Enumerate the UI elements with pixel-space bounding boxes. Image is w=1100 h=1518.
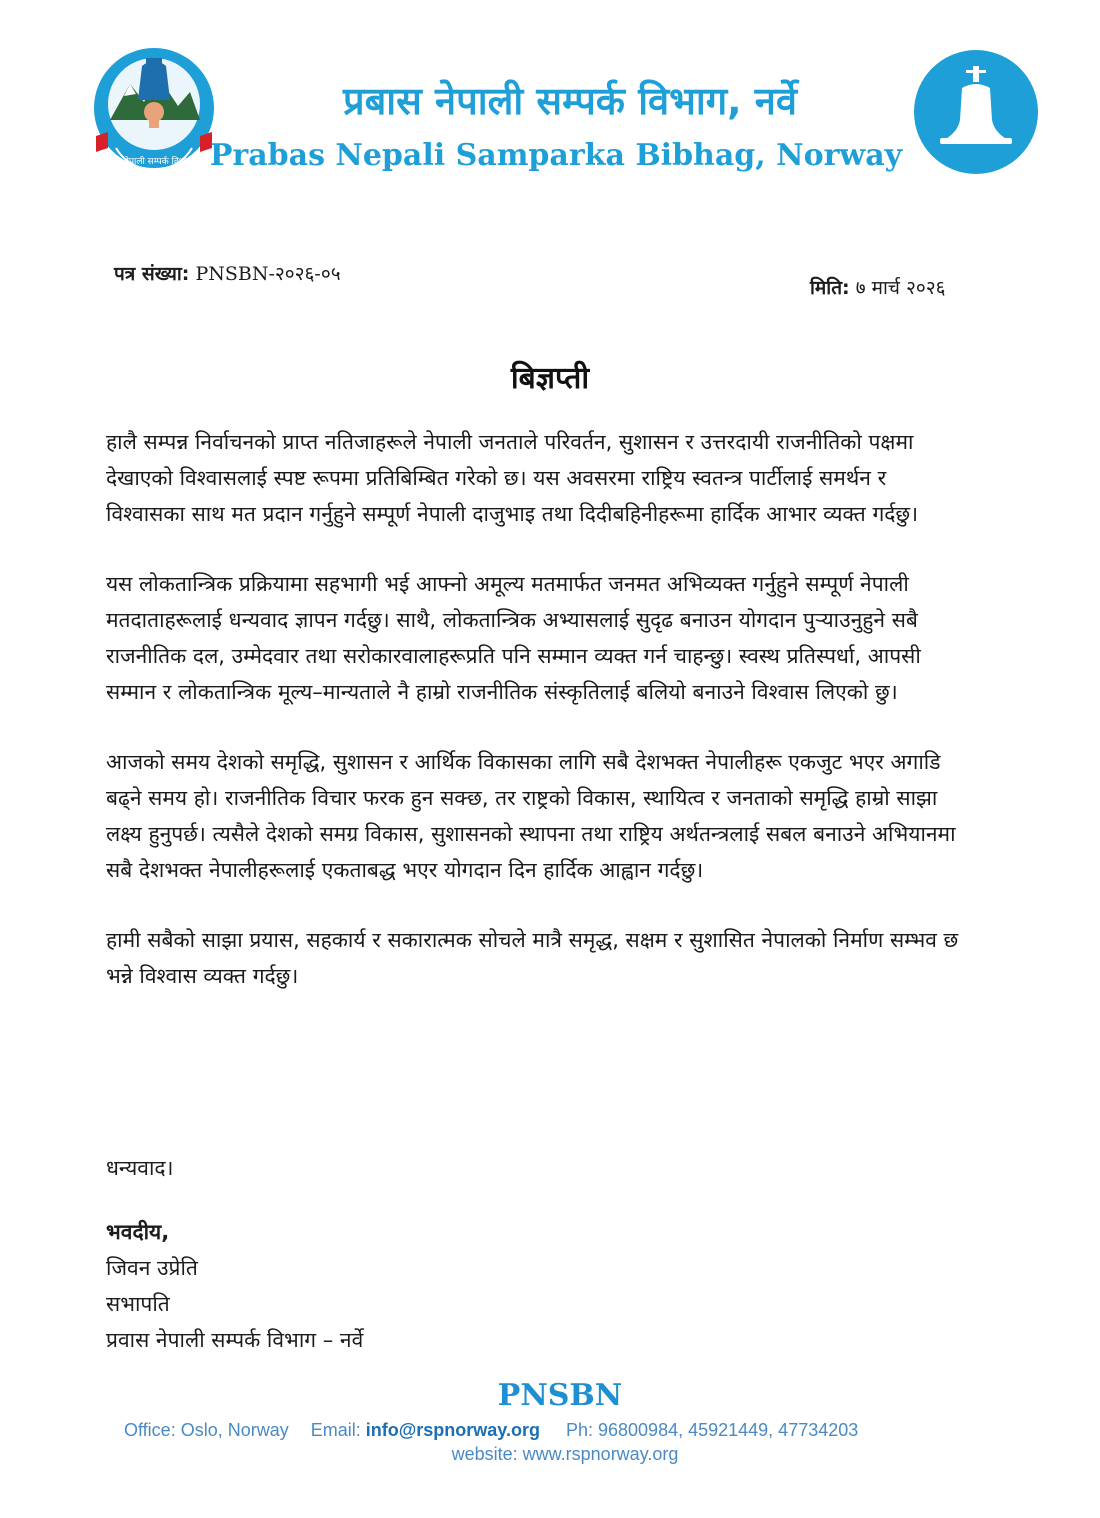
signature-block xyxy=(106,1214,363,1358)
footer-email-label: Email: xyxy=(310,1420,361,1440)
body-paragraph: हामी सबैको साझा प्रयास, सहकार्य र सकारात्मक सोचले मात्रै समृद्ध, सक्षम र सुशासित नेपालको निर्माण सम्भव छ भन्ने विश्वास व्यक्त गर्दछु। xyxy=(106,928,959,988)
reference-label: पत्र संख्या: xyxy=(114,263,190,285)
notice-body xyxy=(106,424,968,1028)
organization-title-nepali: प्रबास नेपाली सम्पर्क विभाग, नर्वे xyxy=(342,79,798,123)
body-paragraph: यस लोकतान्त्रिक प्रक्रियामा सहभागी भई आफ्नो अमूल्य मतमार्फत जनमत अभिव्यक्त गर्नुहुने सम्पूर्ण नेपाली मतदाताहरूलाई धन्यवाद ज्ञापन गर्दछु। साथै, लोकतान्त्रिक अभ्यासलाई सुदृढ बनाउन योगदान पुऱ्याउनुहुने सबै राजनीतिक दल, उम्मेदवार तथा सरोकारवालाहरूप्रति पनि सम्मान व्यक्त गर्न चाहन्छु। स्वस्थ प्रतिस्पर्धा, आपसी सम्मान र लोकतान्त्रिक मूल्य–मान्यताले नै हाम्रो राजनीतिक संस्कृतिलाई बलियो बनाउने विश्वास लिएको छु। xyxy=(106,572,921,704)
signature-greeting: भवदीय, xyxy=(106,1220,170,1244)
signatory-name: जिवन उप्रेति xyxy=(106,1256,198,1280)
signatory-organization: प्रवास नेपाली सम्पर्क विभाग – नर्वे xyxy=(106,1328,364,1352)
letter-date xyxy=(810,274,946,300)
footer-email-link[interactable]: info@rspnorway.org xyxy=(365,1420,540,1440)
date-value: ७ मार्च २०२६ xyxy=(855,277,946,299)
footer-contact xyxy=(124,1420,858,1441)
reference-value: PNSBN-२०२६-०५ xyxy=(195,263,341,285)
footer-brand: PNSBN xyxy=(497,1378,623,1413)
notice-heading: बिज्ञप्ती xyxy=(510,361,590,396)
logo-caption: प्रवास नेपाली सम्पर्क विभाग नर्वे xyxy=(102,157,206,167)
organization-title-english: Prabas Nepali Samparka Bibhag, Norway xyxy=(209,138,903,173)
footer-office: Office: Oslo, Norway xyxy=(124,1420,289,1440)
footer-website[interactable]: website: www.rspnorway.org xyxy=(451,1444,679,1464)
footer-phone: Ph: 96800984, 45921449, 47734203 xyxy=(565,1420,859,1440)
date-label: मिति: xyxy=(810,277,850,299)
body-paragraph: आजको समय देशको समृद्धि, सुशासन र आर्थिक विकासका लागि सबै देशभक्त नेपालीहरू एकजुट भएर अगाडि बढ्ने समय हो। राजनीतिक विचार फरक हुन सक्छ, तर राष्ट्रको विकास, स्थायित्व र जनताको समृद्धि हाम्रो साझा लक्ष्य हुनुपर्छ। त्यसैले देशको समग्र विकास, सुशासनको स्थापना तथा राष्ट्रिय अर्थतन्त्रलाई सबल बनाउने अभियानमा सबै देशभक्त नेपालीहरूलाई एकताबद्ध भएर योगदान दिन हार्दिक आह्वान गर्दछु। xyxy=(106,750,956,882)
reference-number xyxy=(114,260,341,286)
body-paragraph: हालै सम्पन्न निर्वाचनको प्राप्त नतिजाहरूले नेपाली जनताले परिवर्तन, सुशासन र उत्तरदायी राजनीतिको पक्षमा देखाएको विश्वासलाई स्पष्ट रूपमा प्रतिबिम्बित गरेको छ। यस अवसरमा राष्ट्रिय स्वतन्त्र पार्टीलाई समर्थन र विश्वासका साथ मत प्रदान गर्नुहुने सम्पूर्ण नेपाली दाजुभाइ तथा दिदीबहिनीहरूमा हार्दिक आभार व्यक्त गर्दछु। xyxy=(106,430,919,526)
signatory-position: सभापति xyxy=(106,1292,170,1316)
closing-thanks: धन्यवाद। xyxy=(106,1156,174,1180)
